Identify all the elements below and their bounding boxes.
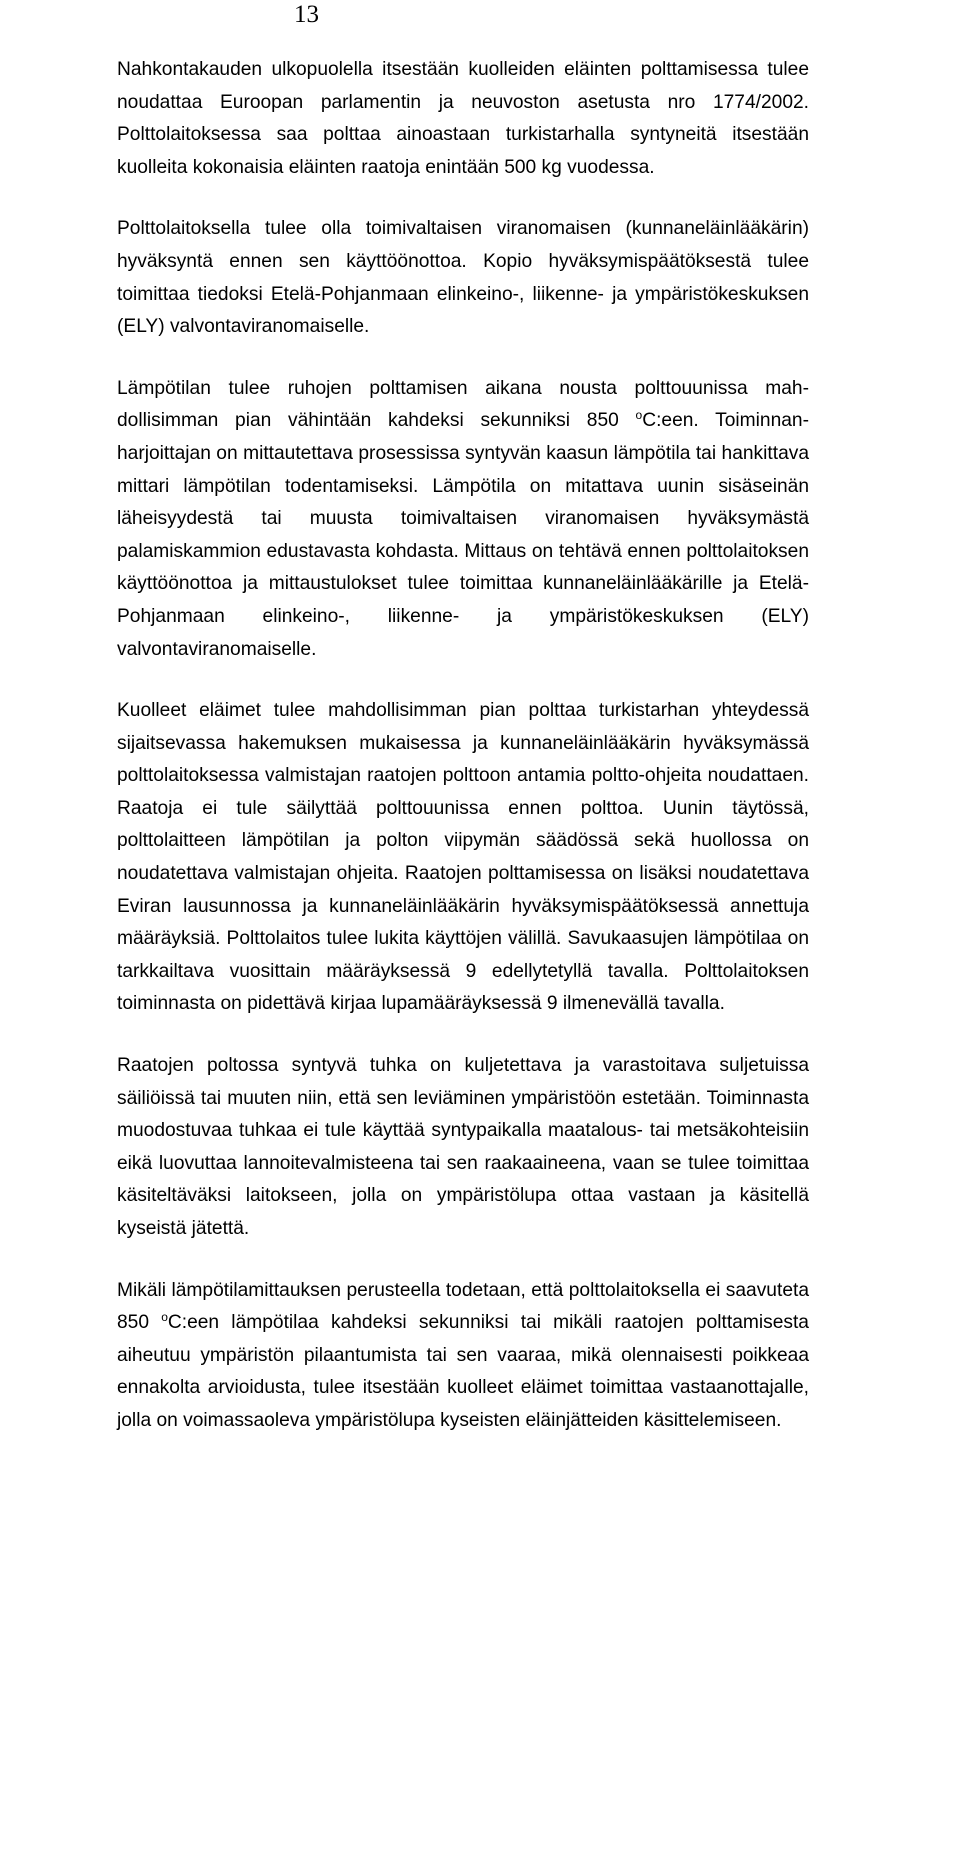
paragraph-text-segment: Lämpötilan tulee ruhojen polttamisen aikana nousta polttouunissa mahdollisimman pian vähintään kahdeksi sekunniksi 850 <box>117 377 809 432</box>
paragraph-text-segment: Mikäli lämpötilamittauksen perusteella todetaan, että polttolaitoksella ei saavuteta 850 <box>117 1279 809 1334</box>
paragraph-temperature-failure <box>117 1275 809 1438</box>
document-body <box>117 54 809 1438</box>
paragraph-temperature-measurement <box>117 373 809 666</box>
paragraph-text-segment: C:een lämpötilaa kahdeksi sekunniksi tai mikäli raatojen polttamisesta aiheutuu ympäristön pilaantumista tai sen vaaraa, mikä olennaisesti poikkeaa ennakolta arvioidusta, tulee itsestään kuolleet eläimet toimittaa vastaanottajalle, jolla on voimassaoleva ympäristölupa kyseisten eläinjätteiden käsittelemiseen. <box>117 1312 809 1431</box>
page-number: 13 <box>294 1 319 28</box>
paragraph-fur-season-incineration: Nahkontakauden ulkopuolella itsestään kuolleiden eläinten polttamisessa tulee noudattaa Euroopan parlamentin ja neuvoston asetusta nro 1774/2002. Polttolaitoksessa saa polttaa ainoastaan turkistarhalla syntyneitä itsestään kuolleita kokonaisia eläinten raatoja enintään 500 kg vuodessa. <box>117 59 809 178</box>
degree-superscript: o <box>161 1310 168 1325</box>
paragraph-text-segment: C:een. Toiminnanharjoittajan on mittautettava prosessissa syntyvän kaasun lämpötila tai hankittava mittari lämpötilan todentamiseksi. Lämpötila on mitattava uunin sisäseinän läheisyydestä tai muusta toimivaltaisen viranomaisen hyväksymästä palamiskammion edustavasta kohdasta. Mittaus on tehtävä ennen polttolaitoksen käyttöönottoa ja mittaustulokset tulee toimittaa kunnaneläinlääkärille ja Etelä-Pohjanmaan elinkeino-, liikenne- ja ympäristökeskuksen (ELY) valvontaviranomaiselle. <box>117 410 809 660</box>
paragraph-incinerator-approval: Polttolaitoksella tulee olla toimivaltaisen viranomaisen (kunnaneläinlääkärin) hyväksyntä ennen sen käyttöönottoa. Kopio hyväksymispäätöksestä tulee toimittaa tiedoksi Etelä-Pohjanmaan elinkeino-, liikenne- ja ympäristökeskuksen (ELY) valvontaviranomaiselle. <box>117 218 809 338</box>
degree-superscript: o <box>635 408 643 423</box>
paragraph-ash-handling: Raatojen poltossa syntyvä tuhka on kuljetettava ja varastoitava suljetuissa säiliöissä tai muuten niin, että sen leviäminen ympäristöön estetään. Toiminnasta muodostuvaa tuhkaa ei tule käyttää syntypaikalla maatalous- tai metsäkohteisiin eikä luovuttaa lannoitevalmisteena tai sen raakaaineena, vaan se tulee toimittaa käsiteltäväksi laitokseen, jolla on ympäristölupa ottaa vastaan ja käsitellä kyseistä jätettä. <box>117 1055 809 1239</box>
paragraph-carcass-burning: Kuolleet eläimet tulee mahdollisimman pian polttaa turkistarhan yhteydessä sijaitsevassa hakemuksen mukaisessa ja kunnaneläinlääkärin hyväksymässä polttolaitoksessa valmistajan raatojen polttoon antamia poltto-ohjeita noudattaen. Raatoja ei tule säilyttää polttouunissa ennen polttoa. Uunin täytössä, polttolaitteen lämpötilan ja polton viipymän säädössä sekä huollossa on noudatettava valmistajan ohjeita. Raatojen polttamisessa on lisäksi noudatettava Eviran lausunnossa ja kunnaneläinlääkärin hyväksymispäätöksessä annettuja määräyksiä. Polttolaitos tulee lukita käyttöjen välillä. Savukaasujen lämpötilaa on tarkkailtava vuosittain määräyksessä 9 edellytetyllä tavalla. Polttolaitoksen toiminnasta on pidettävä kirjaa lupamääräyksessä 9 ilmenevällä tavalla. <box>117 700 809 1015</box>
